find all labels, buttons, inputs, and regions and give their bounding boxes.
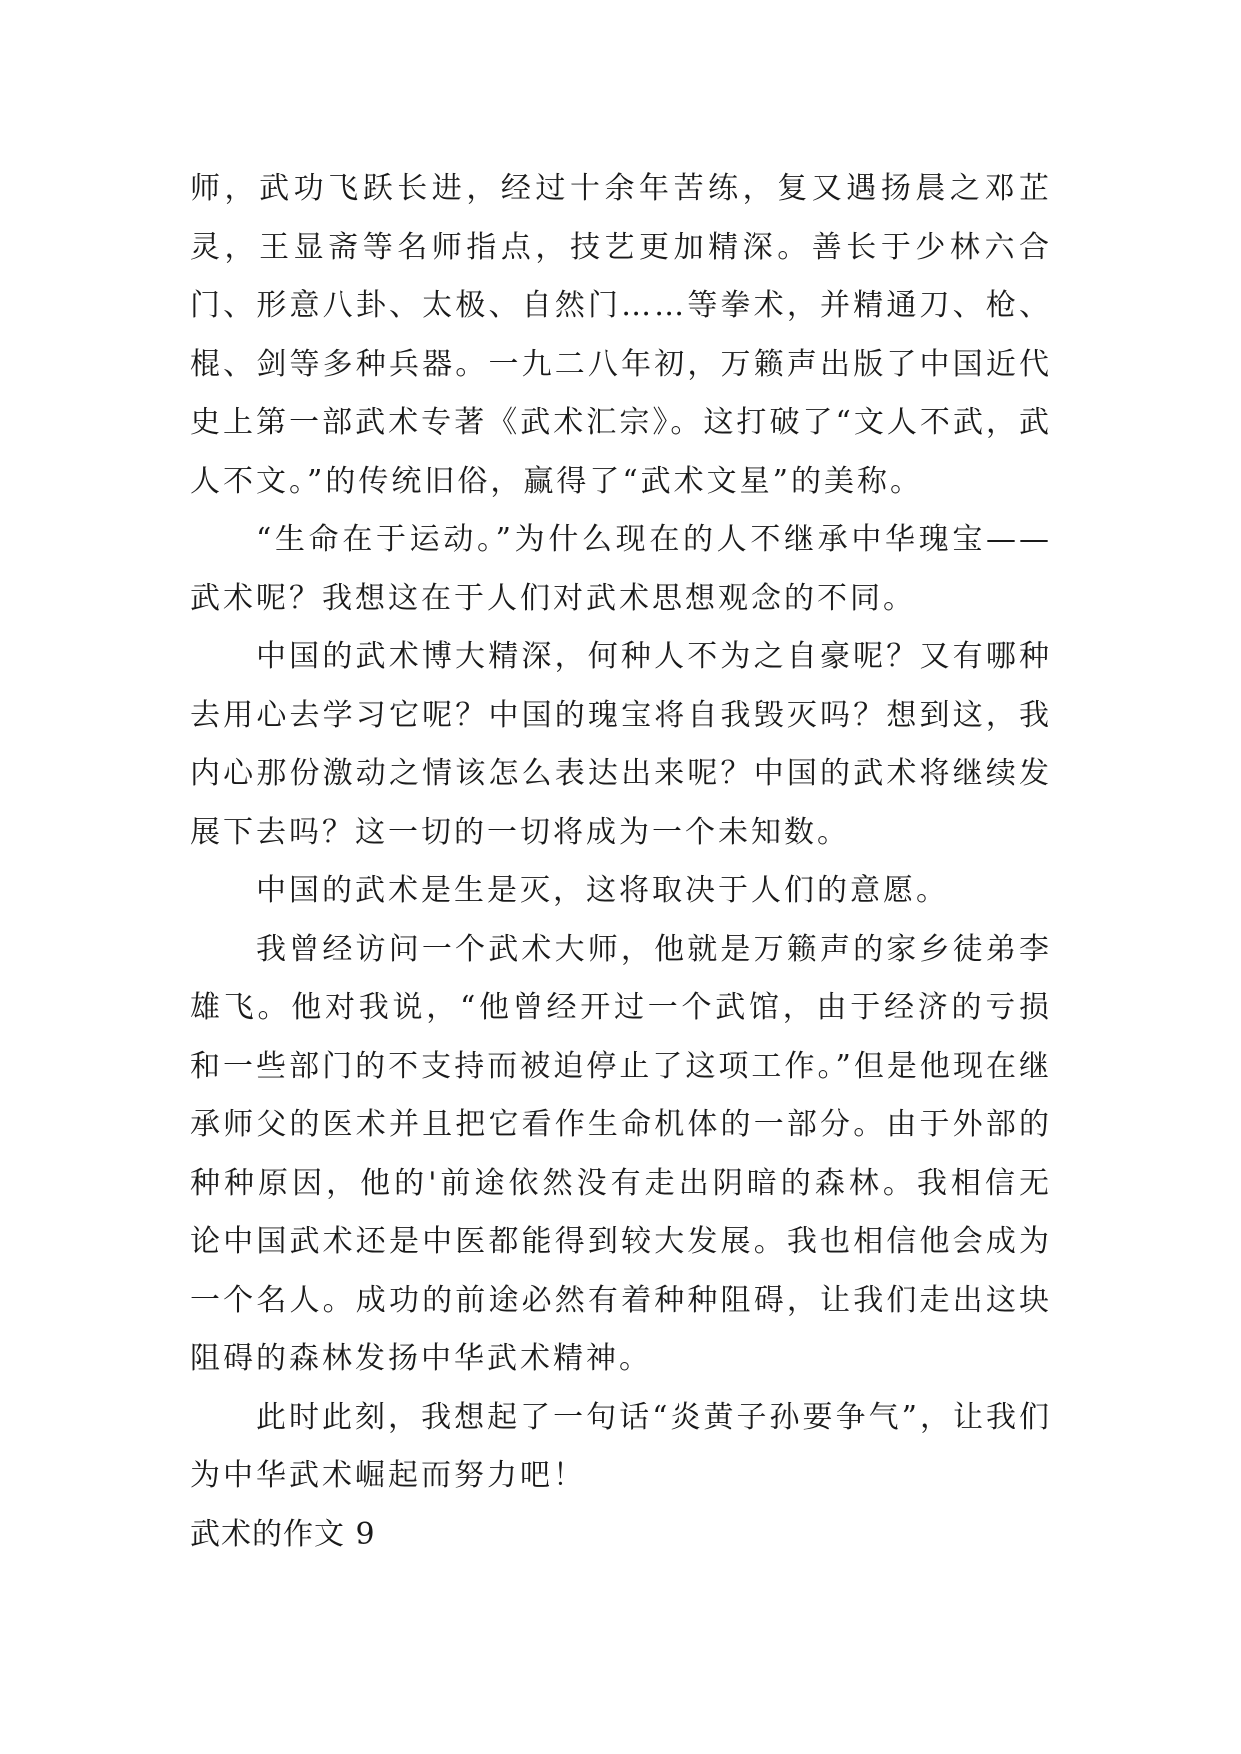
paragraph-4: 中国的武术是生是灭，这将取决于人们的意愿。 bbox=[256, 873, 949, 908]
paragraph-5: 我曾经访问一个武术大师，他就是万籁声的家乡徒弟李雄飞。他对我说，“他曾经开过一个武馆，由于经济的亏损和一些部门的不支持而被迫停止了这项工作。”但是他现在继承师父的医术并且把它看作生命机体的一部分。由于外部的种种原因，他的'前途依然没有走出阴暗的森林。我相信无论中国武术还是中医都能得到较大发展。我也相信他会成为一个名人。成功的前途必然有着种种阻碍，让我们走出这块阻碍的森林发扬中华武术精神。 bbox=[190, 931, 1052, 1376]
paragraph-1: 师，武功飞跃长进，经过十余年苦练，复又遇扬晨之邓芷灵，王显斋等名师指点，技艺更加精深。善长于少林六合门、形意八卦、太极、自然门……等拳术，并精通刀、枪、棍、剑等多种兵器。一九二八年初，万籁声出版了中国近代史上第一部武术专著《武术汇宗》。这打破了“文人不武，武人不文。”的传统旧俗，赢得了“武术文星”的美称。 bbox=[190, 171, 1052, 499]
essay-body bbox=[190, 160, 1052, 1564]
paragraph-6: 此时此刻，我想起了一句话“炎黄子孙要争气”，让我们为中华武术崛起而努力吧！ bbox=[190, 1399, 1052, 1493]
essay-heading: 武术的作文 9 bbox=[190, 1516, 376, 1552]
paragraph-3: 中国的武术博大精深，何种人不为之自豪呢？又有哪种去用心去学习它呢？中国的瑰宝将自我毁灭吗？想到这，我内心那份激动之情该怎么表达出来呢？中国的武术将继续发展下去吗？这一切的一切将成为一个未知数。 bbox=[190, 639, 1052, 850]
paragraph-2: “生命在于运动。”为什么现在的人不继承中华瑰宝——武术呢？我想这在于人们对武术思想观念的不同。 bbox=[190, 522, 1052, 616]
